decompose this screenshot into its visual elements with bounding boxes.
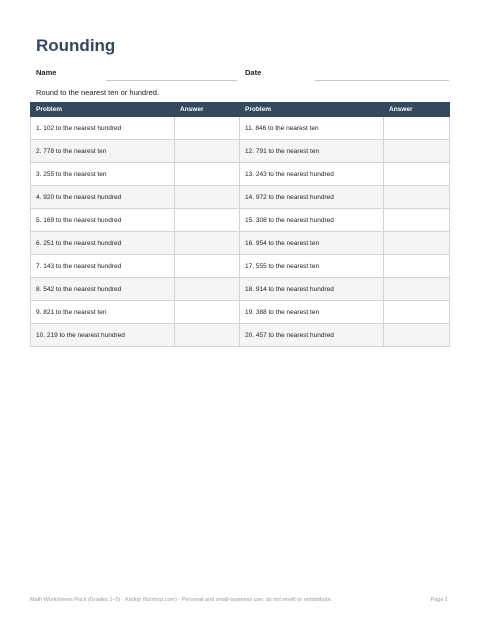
table-row — [31, 209, 450, 232]
answer-cell[interactable] — [384, 232, 450, 255]
problem-cell: 1. 102 to the nearest hundred — [31, 117, 175, 140]
problem-cell: 17. 555 to the nearest ten — [240, 255, 384, 278]
problem-cell: 7. 143 to the nearest hundred — [31, 255, 175, 278]
problem-cell: 13. 243 to the nearest hundred — [240, 163, 384, 186]
problem-cell: 14. 972 to the nearest hundred — [240, 186, 384, 209]
problem-rows — [31, 117, 450, 347]
problem-cell: 11. 846 to the nearest ten — [240, 117, 384, 140]
date-label: Date — [245, 68, 262, 77]
problem-cell: 19. 388 to the nearest ten — [240, 301, 384, 324]
table-row — [31, 324, 450, 347]
table-header-row — [31, 103, 450, 117]
table-row — [31, 140, 450, 163]
answer-cell[interactable] — [175, 140, 240, 163]
answer-cell[interactable] — [175, 117, 240, 140]
problem-cell: 3. 255 to the nearest ten — [31, 163, 175, 186]
table-row — [31, 117, 450, 140]
problem-cell: 8. 542 to the nearest hundred — [31, 278, 175, 301]
problem-cell: 10. 219 to the nearest hundred — [31, 324, 175, 347]
page-number: Page 1 — [430, 597, 448, 603]
answer-cell[interactable] — [384, 117, 450, 140]
table-row — [31, 278, 450, 301]
worksheet-title: Rounding — [36, 36, 116, 55]
answer-cell[interactable] — [384, 209, 450, 232]
answer-cell[interactable] — [384, 186, 450, 209]
name-line — [106, 80, 237, 81]
answer-cell[interactable] — [384, 163, 450, 186]
answer-cell[interactable] — [175, 163, 240, 186]
problem-cell: 20. 457 to the nearest hundred — [240, 324, 384, 347]
table-row — [31, 232, 450, 255]
table-row — [31, 255, 450, 278]
answer-cell[interactable] — [384, 140, 450, 163]
problem-cell: 16. 954 to the nearest ten — [240, 232, 384, 255]
answer-cell[interactable] — [384, 278, 450, 301]
date-line — [315, 80, 449, 81]
problem-cell: 2. 778 to the nearest ten — [31, 140, 175, 163]
footer-text: Math Worksheets Pack (Grades 1–5) · Kedop (fizishop.com) · Personal and small-business use; do not resell or redistribute. — [30, 597, 333, 603]
answer-cell[interactable] — [384, 255, 450, 278]
answer-cell[interactable] — [175, 255, 240, 278]
problem-cell: 9. 821 to the nearest ten — [31, 301, 175, 324]
problem-cell: 6. 251 to the nearest hundred — [31, 232, 175, 255]
answer-cell[interactable] — [175, 324, 240, 347]
name-label: Name — [36, 68, 57, 77]
problems-table — [30, 102, 450, 347]
answer-cell[interactable] — [175, 278, 240, 301]
instructions: Round to the nearest ten or hundred. — [36, 88, 160, 97]
problem-cell: 18. 914 to the nearest hundred — [240, 278, 384, 301]
column-header-problem: Problem — [31, 103, 175, 117]
answer-cell[interactable] — [175, 209, 240, 232]
table-row — [31, 301, 450, 324]
answer-cell[interactable] — [175, 301, 240, 324]
answer-cell[interactable] — [384, 324, 450, 347]
problem-cell: 12. 791 to the nearest ten — [240, 140, 384, 163]
answer-cell[interactable] — [384, 301, 450, 324]
answer-cell[interactable] — [175, 186, 240, 209]
table-row — [31, 186, 450, 209]
column-header-problem: Problem — [240, 103, 384, 117]
table-row — [31, 163, 450, 186]
column-header-answer: Answer — [384, 103, 450, 117]
problem-cell: 5. 169 to the nearest hundred — [31, 209, 175, 232]
answer-cell[interactable] — [175, 232, 240, 255]
problem-cell: 15. 308 to the nearest hundred — [240, 209, 384, 232]
problem-cell: 4. 920 to the nearest hundred — [31, 186, 175, 209]
column-header-answer: Answer — [175, 103, 240, 117]
